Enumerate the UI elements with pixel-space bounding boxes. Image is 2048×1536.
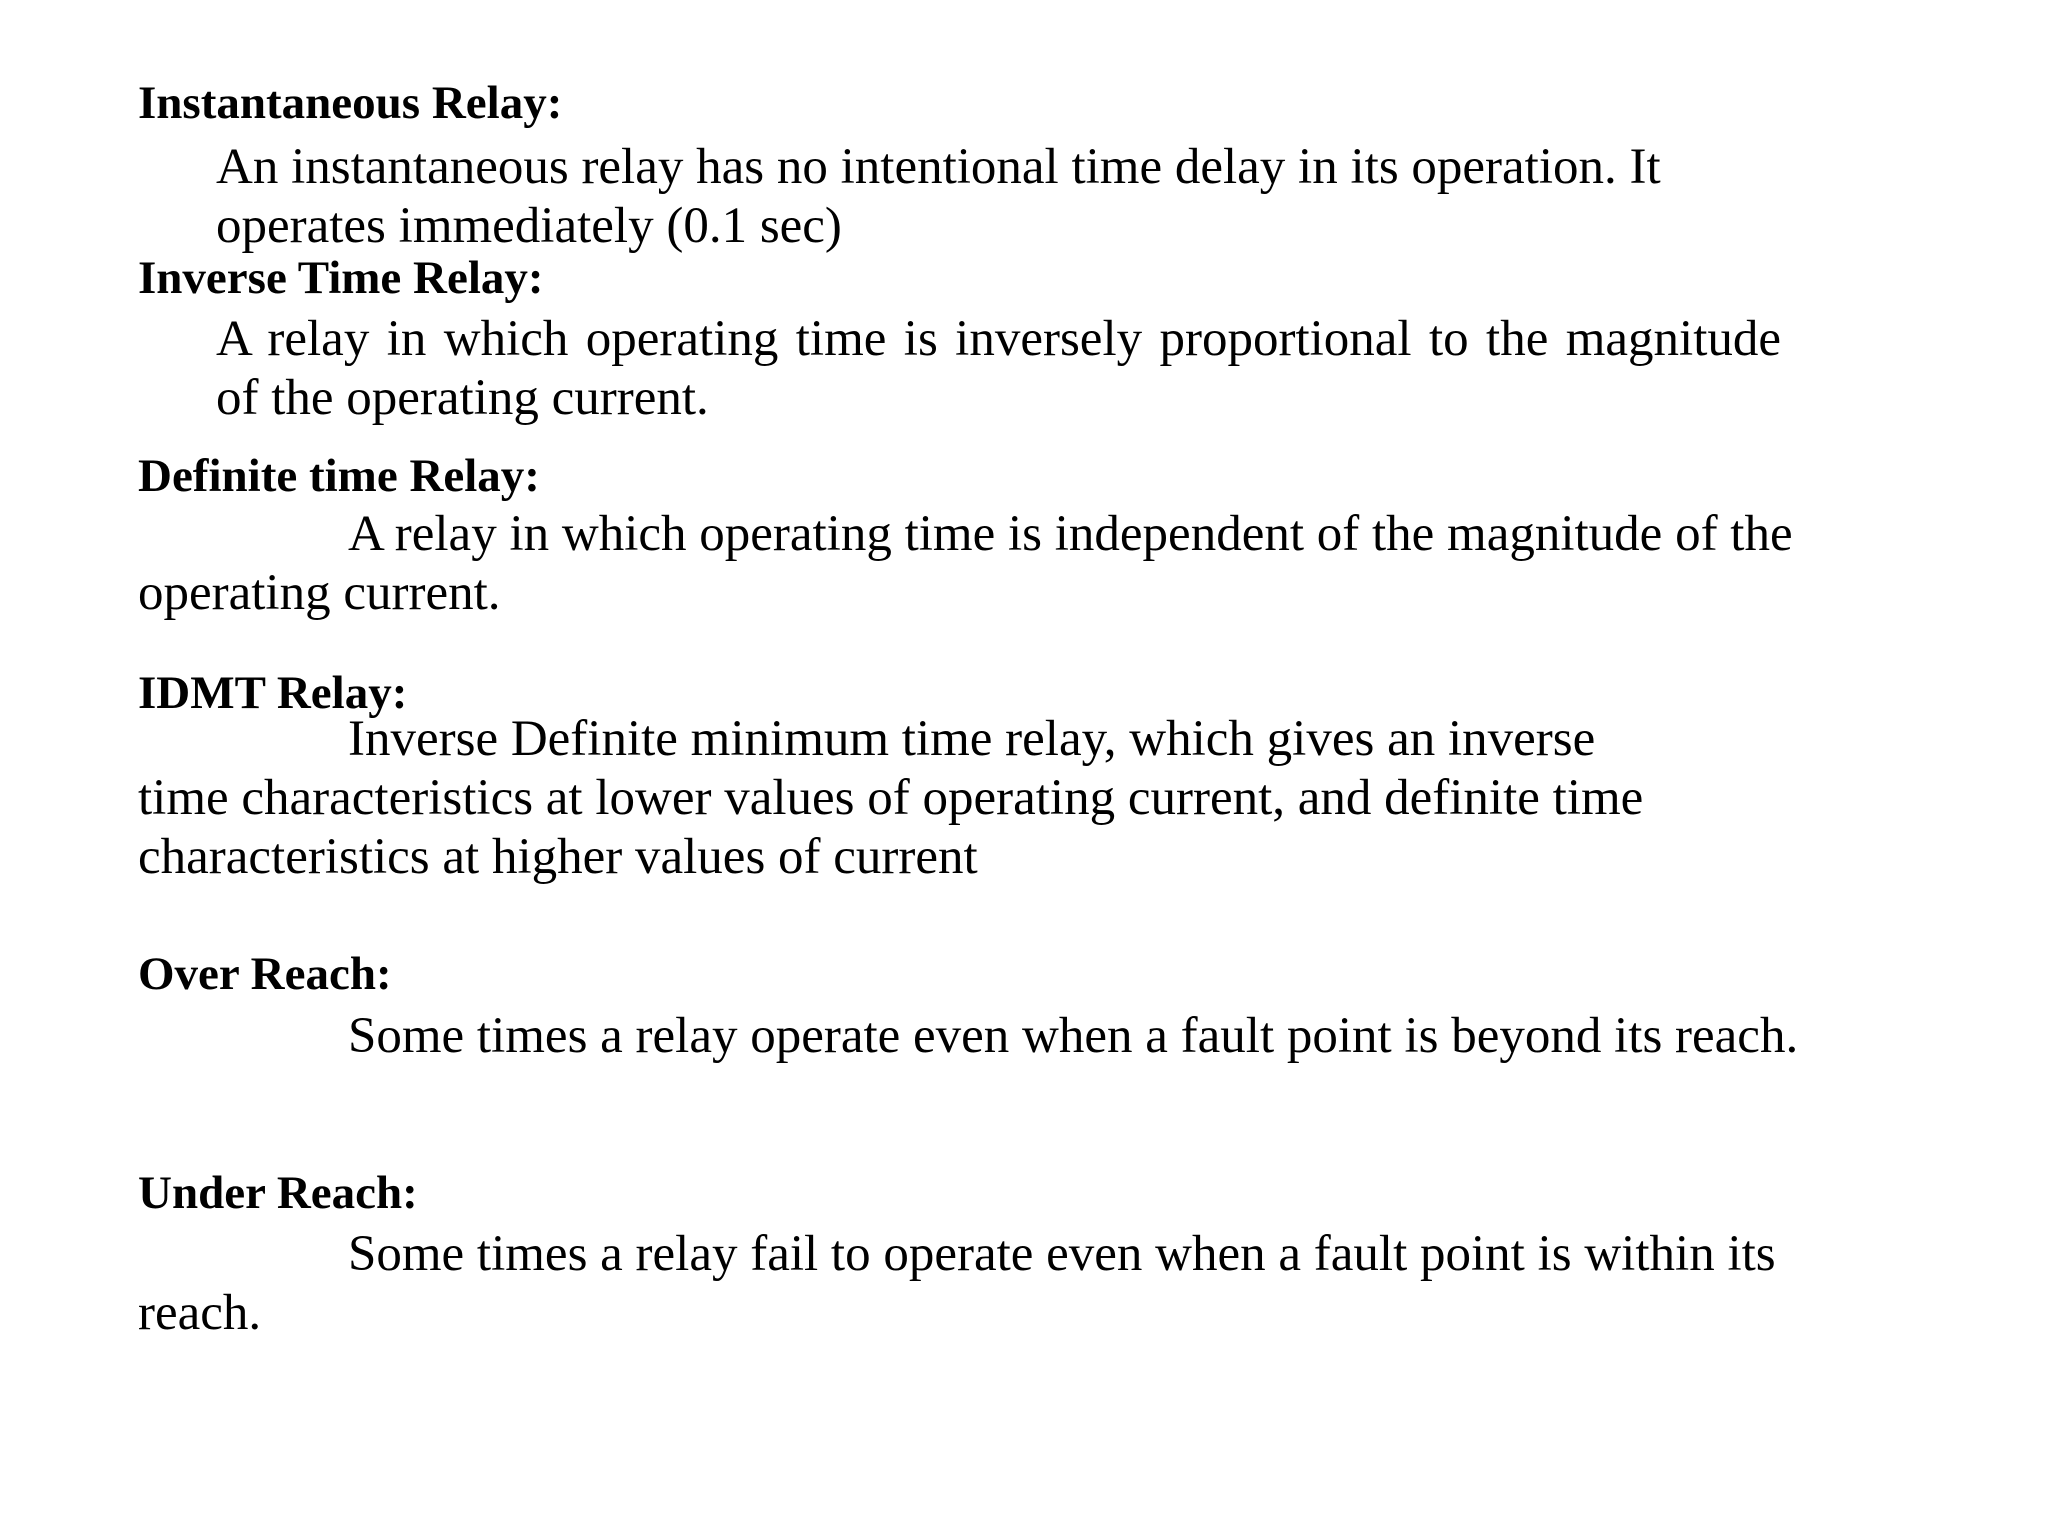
section-heading-inverse-time-relay: Inverse Time Relay: — [138, 252, 544, 304]
section-text-instantaneous-relay: An instantaneous relay has no intentional time delay in its operation. It operates immediately (0.1 sec) — [216, 139, 1661, 254]
section-text-inverse-time-relay: A relay in which operating time is inversely proportional to the magnitude of the operating current. — [216, 311, 1781, 426]
section-heading-over-reach: Over Reach: — [138, 948, 392, 1000]
section-heading-instantaneous-relay: Instantaneous Relay: — [138, 77, 563, 129]
section-heading-idmt-relay: IDMT Relay: — [138, 667, 408, 719]
section-text-definite-time-relay: A relay in which operating time is independent of the magnitude of the operating current. — [138, 506, 1793, 621]
section-text-under-reach: Some times a relay fail to operate even when a fault point is within its reach. — [138, 1226, 1776, 1341]
section-text-over-reach: Some times a relay operate even when a fault point is beyond its reach. — [348, 1008, 1799, 1064]
section-text-idmt-relay: Inverse Definite minimum time relay, which gives an inverse time characteristics at lower values of operating current, and definite time characteristics at higher values of current — [138, 711, 1644, 885]
section-heading-under-reach: Under Reach: — [138, 1167, 418, 1219]
section-heading-definite-time-relay: Definite time Relay: — [138, 450, 540, 502]
